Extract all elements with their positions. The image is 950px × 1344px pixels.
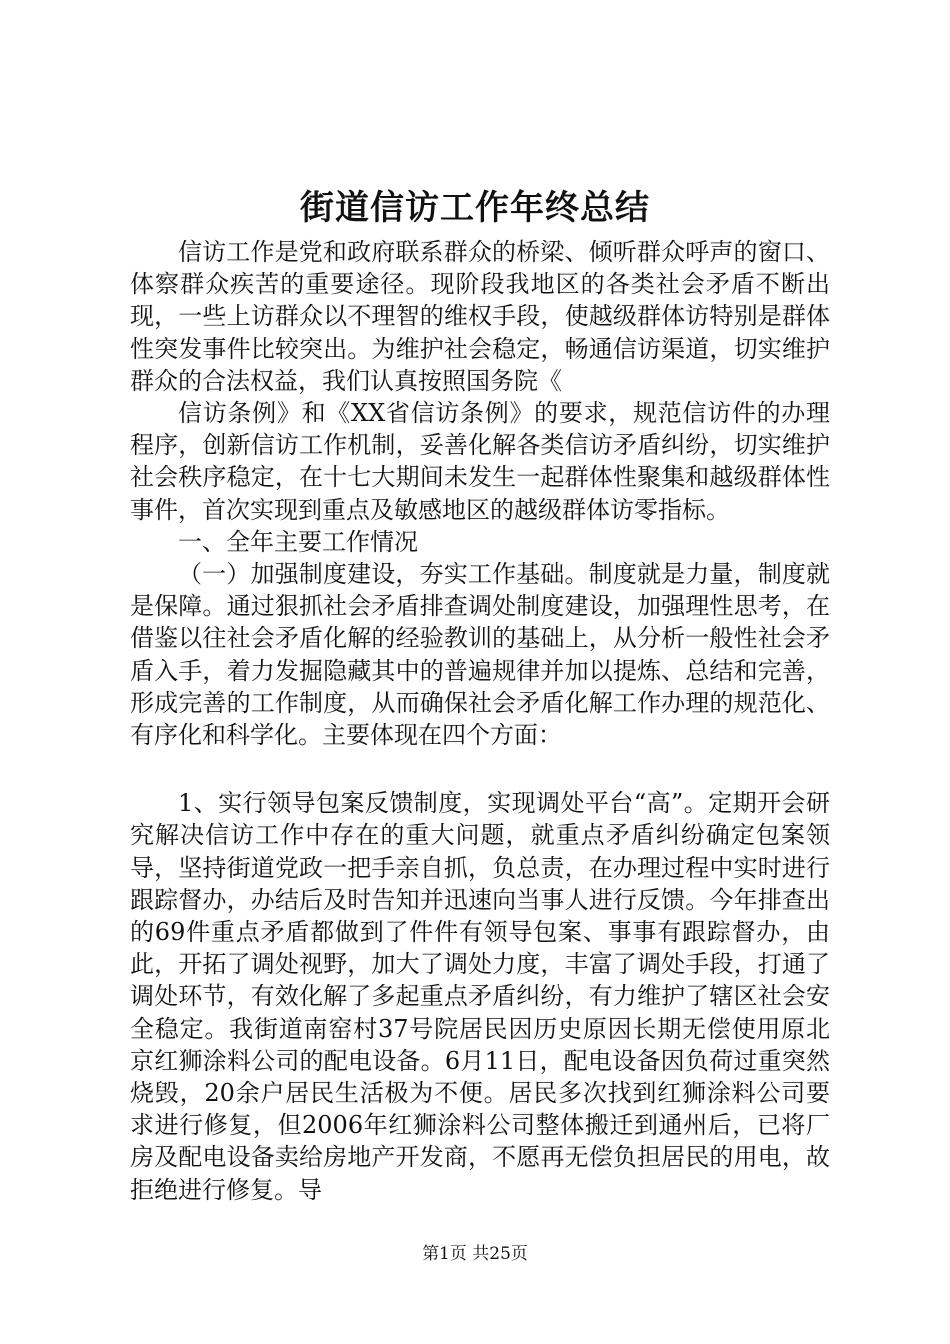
body-paragraph: 信访条例》和《XX省信访条例》的要求，规范信访件的办理程序，创新信访工作机制，妥善化解各类信访矛盾纠纷，切实维护社会秩序稳定，在十七大期间未发生一起群体性聚集和越级群体性事件，首次实现到重点及敏感地区的越级群体访零指标。	[130, 399, 830, 524]
body-paragraph: 1、实行领导包案反馈制度，实现调处平台“高”。定期开会研究解决信访工作中存在的重大问题，就重点矛盾纠纷确定包案领导，坚持街道党政一把手亲自抓，负总责，在办理过程中实时进行跟踪督办，办结后及时告知并迅速向当事人进行反馈。今年排查出的69件重点矛盾都做到了件件有领导包案、事事有跟踪督办，由此，开拓了调处视野，加大了调处力度，丰富了调处手段，打通了调处环节，有效化解了多起重点矛盾纠纷，有力维护了辖区社会安全稳定。我街道南窑村37号院居民因历史原因长期无偿使用原北京红狮涂料公司的配电设备。6月11日，配电设备因负荷过重突然烧毁，20余户居民生活极为不便。居民多次找到红狮涂料公司要求进行修复，但2006年红狮涂料公司整体搬迁到通州后，已将厂房及配电设备卖给房地产开发商，不愿再无偿负担居民的用电，故拒绝进行修复。导	[130, 789, 830, 1204]
document-body	[130, 236, 830, 1206]
body-paragraph: （一）加强制度建设，夯实工作基础。制度就是力量，制度就是保障。通过狠抓社会矛盾排查调处制度建设，加强理性思考，在借鉴以往社会矛盾化解的经验教训的基础上，从分析一般性社会矛盾入手，着力发掘隐藏其中的普遍规律并加以提炼、总结和完善，形成完善的工作制度，从而确保社会矛盾化解工作办理的规范化、有序化和科学化。主要体现在四个方面：	[130, 560, 830, 750]
document-title: 街道信访工作年终总结	[300, 188, 650, 228]
page-footer: 第1页 共25页	[422, 1244, 528, 1264]
section-heading: 一、全年主要工作情况	[178, 527, 418, 556]
body-paragraph: 信访工作是党和政府联系群众的桥梁、倾听群众呼声的窗口、体察群众疾苦的重要途径。现阶段我地区的各类社会矛盾不断出现，一些上访群众以不理智的维权手段，使越级群体访特别是群体性突发事件比较突出。为维护社会稳定，畅通信访渠道，切实维护群众的合法权益，我们认真按照国务院《	[130, 238, 830, 395]
